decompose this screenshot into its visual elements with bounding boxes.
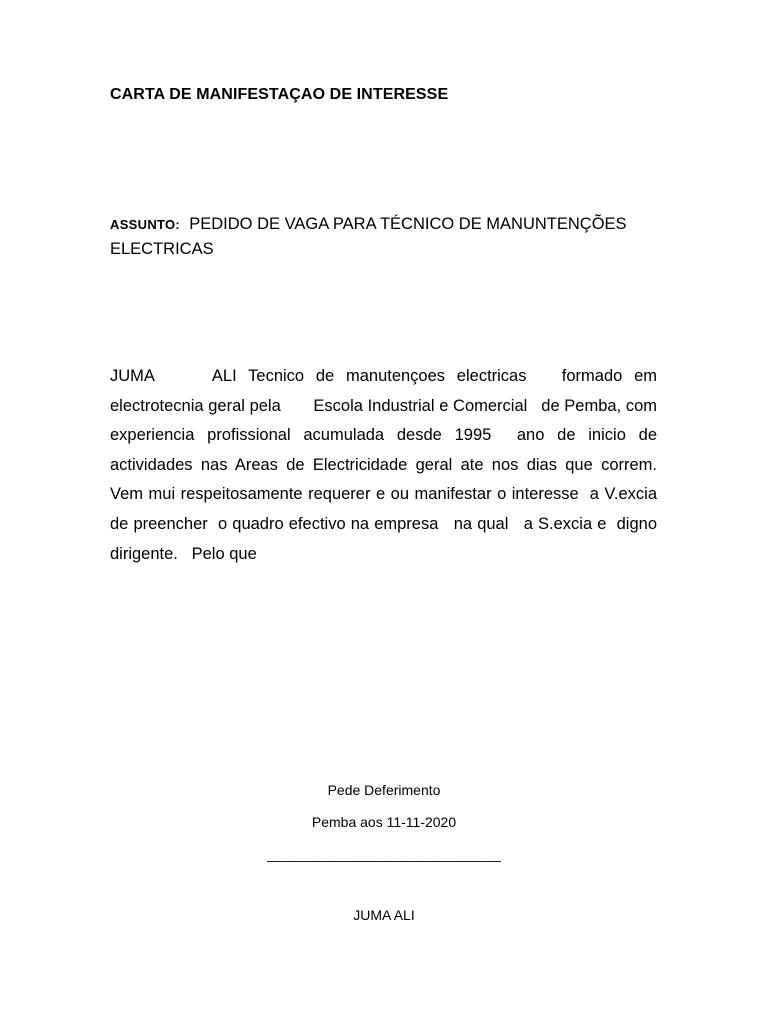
place-date: Pemba aos 11-11-2020: [311, 814, 457, 830]
letter-body: JUMA ALI Tecnico de manutençoes electricas formado em electrotecnia geral pela Escola Industrial e Comercial de Pemba, com experiencia profissional acumulada desde 1995 ano de inicio de actividades nas Areas de Electricidade geral ate nos dias que correm. Vem mui respeitosamente requerer e ou manifestar o interesse a V.excia de preencher o quadro efectivo na empresa na qual a S.excia e digno dirigente. Pelo que: [110, 367, 667, 563]
signature-name: JUMA ALI: [353, 907, 415, 923]
subject-text: PEDIDO DE VAGA PARA TÉCNICO DE MANUNTENÇÕES ELECTRICAS: [110, 215, 627, 258]
signature-line: ______________________________: [267, 846, 501, 862]
letter-title: CARTA DE MANIFESTAÇAO DE INTERESSE: [110, 86, 449, 103]
closing-text: Pede Deferimento: [327, 782, 441, 798]
subject-block: [110, 212, 670, 261]
subject-label: ASSUNTO:: [110, 217, 181, 232]
